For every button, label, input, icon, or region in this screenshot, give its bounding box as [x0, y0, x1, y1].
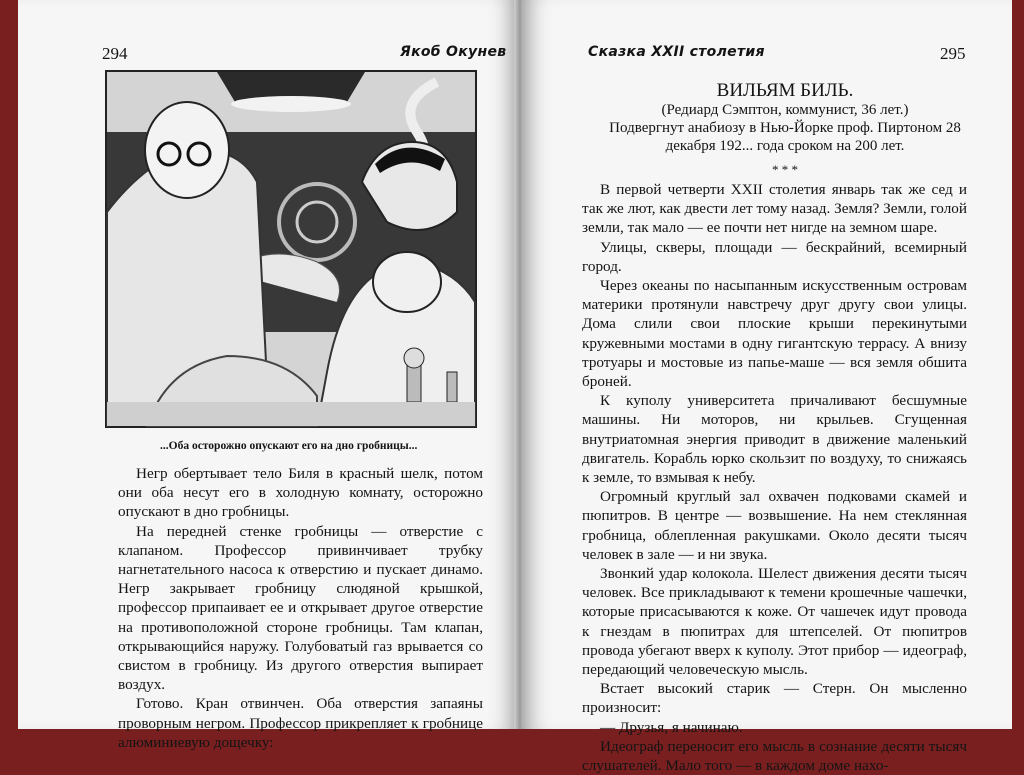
paragraph: Встает высокий старик — Стерн. Он мысленно произносит:	[582, 680, 967, 717]
paragraph: В первой четверти XXII столетия январь так же сед и так же лют, как двести лет тому назад. Земля? Земли, голой земли, так мало — ее почти нет нигде на земном шаре.	[582, 181, 967, 237]
chapter-subtitle: (Редиард Сэмптон, коммунист, 36 лет.)	[661, 102, 909, 118]
paragraph: Через океаны по насыпанным искусственным островам материки протянули навстречу друг другу свои улицы. Дома слили свои плоские крыши перекинутыми кружевными мостами в одну гигантскую террасу. А внизу тротуары и мостовые из папье-маше — вся земля обшита броней.	[582, 277, 967, 391]
paragraph: Улицы, скверы, площади — бескрайний, всемирный город.	[582, 238, 967, 275]
right-body-text	[582, 180, 967, 775]
paragraph: Огромный круглый зал охвачен подковами скамей и пюпитров. В центре — возвышение. На нем стеклянная гробница, облепленная ракушками. Около десяти тысяч человек в зале — и ни звука.	[582, 488, 967, 563]
chapter-note: Подвергнут анабиозу в Нью-Йорке проф. Пиртоном 28 декабря 192... года сроком на 200 лет.	[609, 120, 961, 154]
page-number: 295	[940, 44, 966, 63]
paragraph: Идеограф переносит его мысль в сознание десяти тысяч слушателей. Мало того — в каждом доме нахо-	[582, 737, 967, 775]
illustration-caption: ...Оба осторожно опускают его на дно гробницы...	[160, 440, 418, 452]
paragraph: Звонкий удар колокола. Шелест движения десяти тысяч человек. Все прикладывают к темени крошечные чашечки, которые присасываются к коже. От чашечек идут провода к гнездам в пюпитрах для штепселей. От пюпитров провода убегают вверх к куполу. Этот прибор — идеограф, передающий человеческую мысль.	[582, 565, 967, 679]
paragraph: Готово. Кран отвинчен. Оба отверстия запаяны проворным негром. Профессор прикрепляет к гробнице алюминиевую дощечку:	[118, 695, 483, 751]
page-number: 294	[102, 44, 128, 63]
chapter-heading	[590, 80, 980, 181]
left-page	[18, 0, 518, 751]
paragraph: К куполу университета причаливают бесшумные машины. Ни моторов, ни крыльев. Сгущенная внутриатомная энергия приводит в движение маленький двигатель. Корабль юрко скользит по воздуху, то снижаясь к земле, то взмывая к небу.	[582, 392, 967, 487]
paragraph: Негр обертывает тело Биля в красный шелк, потом они оба несут его в холодную комнату, осторожно опускают в дно гробницы.	[118, 465, 483, 521]
illustration-drawing	[107, 72, 475, 426]
illustration	[105, 70, 477, 428]
paragraph: — Друзья, я начинаю.	[600, 718, 743, 736]
running-head: Якоб Окунев	[400, 44, 507, 60]
chapter-title: ВИЛЬЯМ БИЛЬ.	[716, 80, 854, 101]
paragraph: На передней стенке гробницы — отверстие с клапаном. Профессор привинчивает трубку нагнетательного насоса к отверстию и пускает динамо. Негр закрывает гробницу слюдяной крышкой, профессор припаивает ее и открывает другое отверстие на противоположной стороне гробницы. Там клапан, открывающийся наружу. Голубоватый газ врывается со свистом в гробницу. Из другого отверстия выпирает воздух.	[118, 522, 483, 694]
right-page	[522, 0, 1012, 775]
left-body-text	[118, 464, 483, 752]
running-head: Сказка XXII столетия	[588, 44, 765, 60]
separator: * * *	[772, 162, 798, 177]
